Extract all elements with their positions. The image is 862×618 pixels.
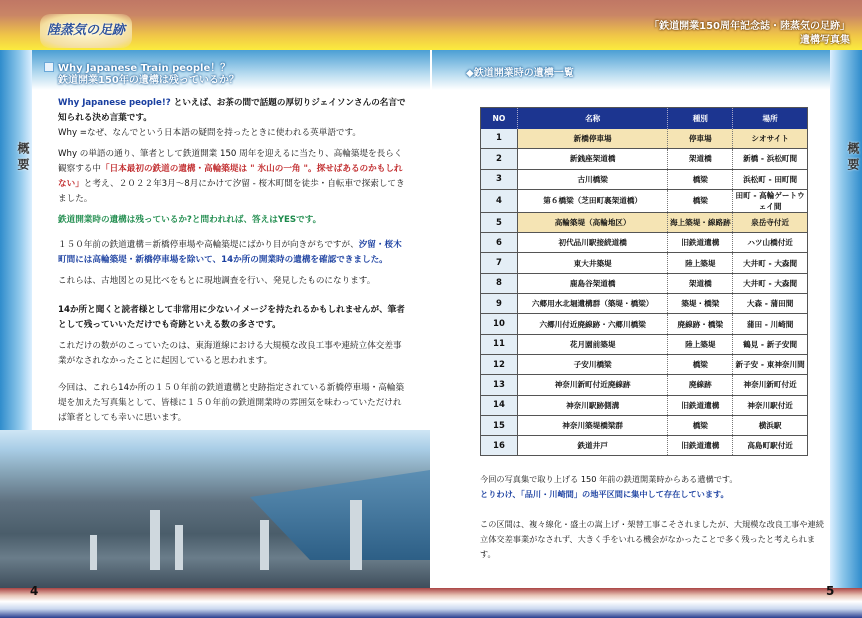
table-row [481,169,808,189]
text-blue: Why Japanese people!? [58,98,171,108]
text: といえば、お茶の間で話題の厚切りジェイソンさんの名言で知られる決め言葉です。 [58,98,406,123]
series-title-block [649,20,850,48]
note-text-blue: とりわけ、「品川・川崎間」の地平区間に集中して存在しています。 [480,489,729,499]
series-subtitle: 遺構写真集 [800,35,850,46]
relic-location: 横浜駅 [733,415,808,435]
relic-name: 神奈川新町付近廃線跡 [517,375,668,395]
relic-name: 神奈川築堤橋梁群 [517,415,668,435]
relic-name: 新橋停車場 [517,129,668,149]
right-side-tab [830,50,862,590]
text: Why の単語の通り、筆者として鉄道開業 150 周年を迎えるに当たり、高輪築堤を長らく観察する中 [58,149,403,174]
relic-name: 東大井築堤 [517,253,668,273]
relics-table [480,107,808,456]
text: １５０年前の鉄道遺構＝新橋停車場や高輪築堤にばかり目が向きがちですが、 [58,240,359,250]
relic-location: 新子安 - 東神奈川間 [733,354,808,374]
row-number: 6 [481,233,518,253]
text: Why =なぜ、なんでという日本語の疑問を持ったときに使われる英単語です。 [58,128,362,138]
footer-band [0,588,862,618]
text-bold: 14か所と聞くと読者様として非常用に少ないイメージを持たれるかもしれませんが、筆者として残っていいただけでも奇跡といえる数の多さです。 [58,305,405,330]
relic-type: 旧鉄道遺構 [668,395,733,415]
relic-location: 神奈川駅付近 [733,395,808,415]
relic-type: 架道橋 [668,273,733,293]
row-number: 12 [481,354,518,374]
row-number: 1 [481,129,518,149]
relic-type: 海上築堤・線路跡 [668,212,733,232]
note-text: この区間は、複々線化・盛土の嵩上げ・架替工事こそされましたが、大規模な改良工事や連続立体交差事業がなされず、大きく手をいれる機会がなかったことで多く残ったと考えられます。 [480,519,824,559]
text: 今回は、これら14か所の１５０年前の鉄道遺構と史跡指定されている新橋停車場・高輪築堤を加えた写真集として、皆様に１５０年前の鉄道開業時の雰囲気を味わっていただければ筆者としても幸いに思います。 [58,383,405,423]
relic-type: 橋梁 [668,415,733,435]
column-header: 名称 [517,108,668,129]
section-title-line-1: Why Japanese Train people！？ [58,63,231,74]
text-red: 「日本最初の鉄道の遺構・高輪築堤は " 氷山の一角 "。探せばあるのかもしれない」 [58,164,403,189]
row-number: 16 [481,436,518,456]
row-number: 4 [481,189,518,212]
side-tab-label: 概要 [846,142,860,174]
note-text: 今回の写真集で取り上げる 150 年前の鉄道開業時からある遺構です。 [480,474,738,484]
table-row [481,334,808,354]
relic-type: 築堤・橋梁 [668,294,733,314]
relic-location: 泉岳寺付近 [733,212,808,232]
relic-location: 大森 - 蒲田間 [733,294,808,314]
table-row [481,375,808,395]
left-section-title [44,62,239,87]
table-row [481,189,808,212]
row-number: 2 [481,149,518,169]
table-row [481,233,808,253]
relic-name: 高輪築堤（高輪地区） [517,212,668,232]
relic-type: 旧鉄道遺構 [668,436,733,456]
relic-name: 鹿島谷架道橋 [517,273,668,293]
text: と考え、２０２２年3月～8月にかけて汐留 - 桜木町間を徒歩・自転車で探索してきました。 [58,179,405,204]
relic-name: 初代品川駅接続道橋 [517,233,668,253]
relic-type: 橋梁 [668,169,733,189]
row-number: 5 [481,212,518,232]
table-row [481,273,808,293]
logo-text: 陸蒸気の足跡 [46,23,125,38]
table-row [481,149,808,169]
section-title-line-2: 鉄道開業150年の遺構は残っているか？ [58,75,239,86]
text: これらは、古地図との見比べをもとに現地調査を行い、発見したものになります。 [58,276,376,286]
relic-name: 神奈川駅跡側溝 [517,395,668,415]
relic-location: 新橋 - 浜松町間 [733,149,808,169]
checkbox-icon [44,62,54,72]
page-number-right: 5 [826,584,835,598]
relic-type: 橋梁 [668,354,733,374]
relic-location: シオサイト [733,129,808,149]
row-number: 3 [481,169,518,189]
relic-name: 六郷用水北堀遺構群（築堤・橋梁） [517,294,668,314]
relic-type: 廃線跡 [668,375,733,395]
table-row [481,294,808,314]
relic-type: 陸上築堤 [668,334,733,354]
city-skyline-photo [0,430,430,590]
table-row [481,415,808,435]
relic-name: 新銭座架道橋 [517,149,668,169]
row-number: 11 [481,334,518,354]
relic-name: 古川橋梁 [517,169,668,189]
right-notes [480,472,825,562]
relic-location: 神奈川新町付近 [733,375,808,395]
row-number: 14 [481,395,518,415]
row-number: 9 [481,294,518,314]
table-row [481,436,808,456]
text-green: 鉄道開業時の遺構は残っているか?と問われれば、答えはYESです。 [58,215,322,225]
relic-location: 鶴見 - 新子安間 [733,334,808,354]
table-row [481,314,808,334]
right-section-title: ◆鉄道開業時の遺構一覧 [466,68,574,79]
relic-location: 田町 - 高輪ゲートウェイ間 [733,189,808,212]
logo [40,14,132,48]
table-row [481,354,808,374]
table-row [481,395,808,415]
column-header: 場所 [733,108,808,129]
row-number: 8 [481,273,518,293]
table-row [481,253,808,273]
table-row [481,212,808,232]
row-number: 7 [481,253,518,273]
column-header: 種別 [668,108,733,129]
text-blue: 汐留・桜木町間には高輪築堤・新橋停車場を除いて、14か所の開業時の遺構を確認できました。 [58,240,402,265]
series-title: 「鉄道開業150周年記念誌・陸蒸気の足跡」 [649,21,850,32]
relic-type: 陸上築堤 [668,253,733,273]
relic-type: 旧鉄道遺構 [668,233,733,253]
relic-name: 鉄道井戸 [517,436,668,456]
relic-location: 蒲田 - 川崎間 [733,314,808,334]
page-number-left: 4 [30,584,39,598]
row-number: 10 [481,314,518,334]
relic-location: 高島町駅付近 [733,436,808,456]
relic-name: 第６橋梁（芝田町裏架道橋） [517,189,668,212]
side-tab-label: 概要 [16,142,30,174]
relic-location: 大井町 - 大森間 [733,273,808,293]
row-number: 15 [481,415,518,435]
relic-name: 六郷川付近廃線跡・六郷川橋梁 [517,314,668,334]
relic-location: 浜松町 - 田町間 [733,169,808,189]
relic-location: ハツ山橋付近 [733,233,808,253]
relic-location: 大井町 - 大森間 [733,253,808,273]
relic-type: 橋梁 [668,189,733,212]
column-header: NO [481,108,518,129]
row-number: 13 [481,375,518,395]
left-body-text [58,96,408,432]
table-row [481,129,808,149]
relic-type: 架道橋 [668,149,733,169]
relic-type: 停車場 [668,129,733,149]
relic-type: 廃線跡・橋梁 [668,314,733,334]
text: これだけの数がのこっていたのは、東海道線における大規模な改良工事や連続立体交差事業がなされなかったことに起因していると思われます。 [58,341,402,366]
relic-name: 花月園前築堤 [517,334,668,354]
relic-name: 子安川橋梁 [517,354,668,374]
